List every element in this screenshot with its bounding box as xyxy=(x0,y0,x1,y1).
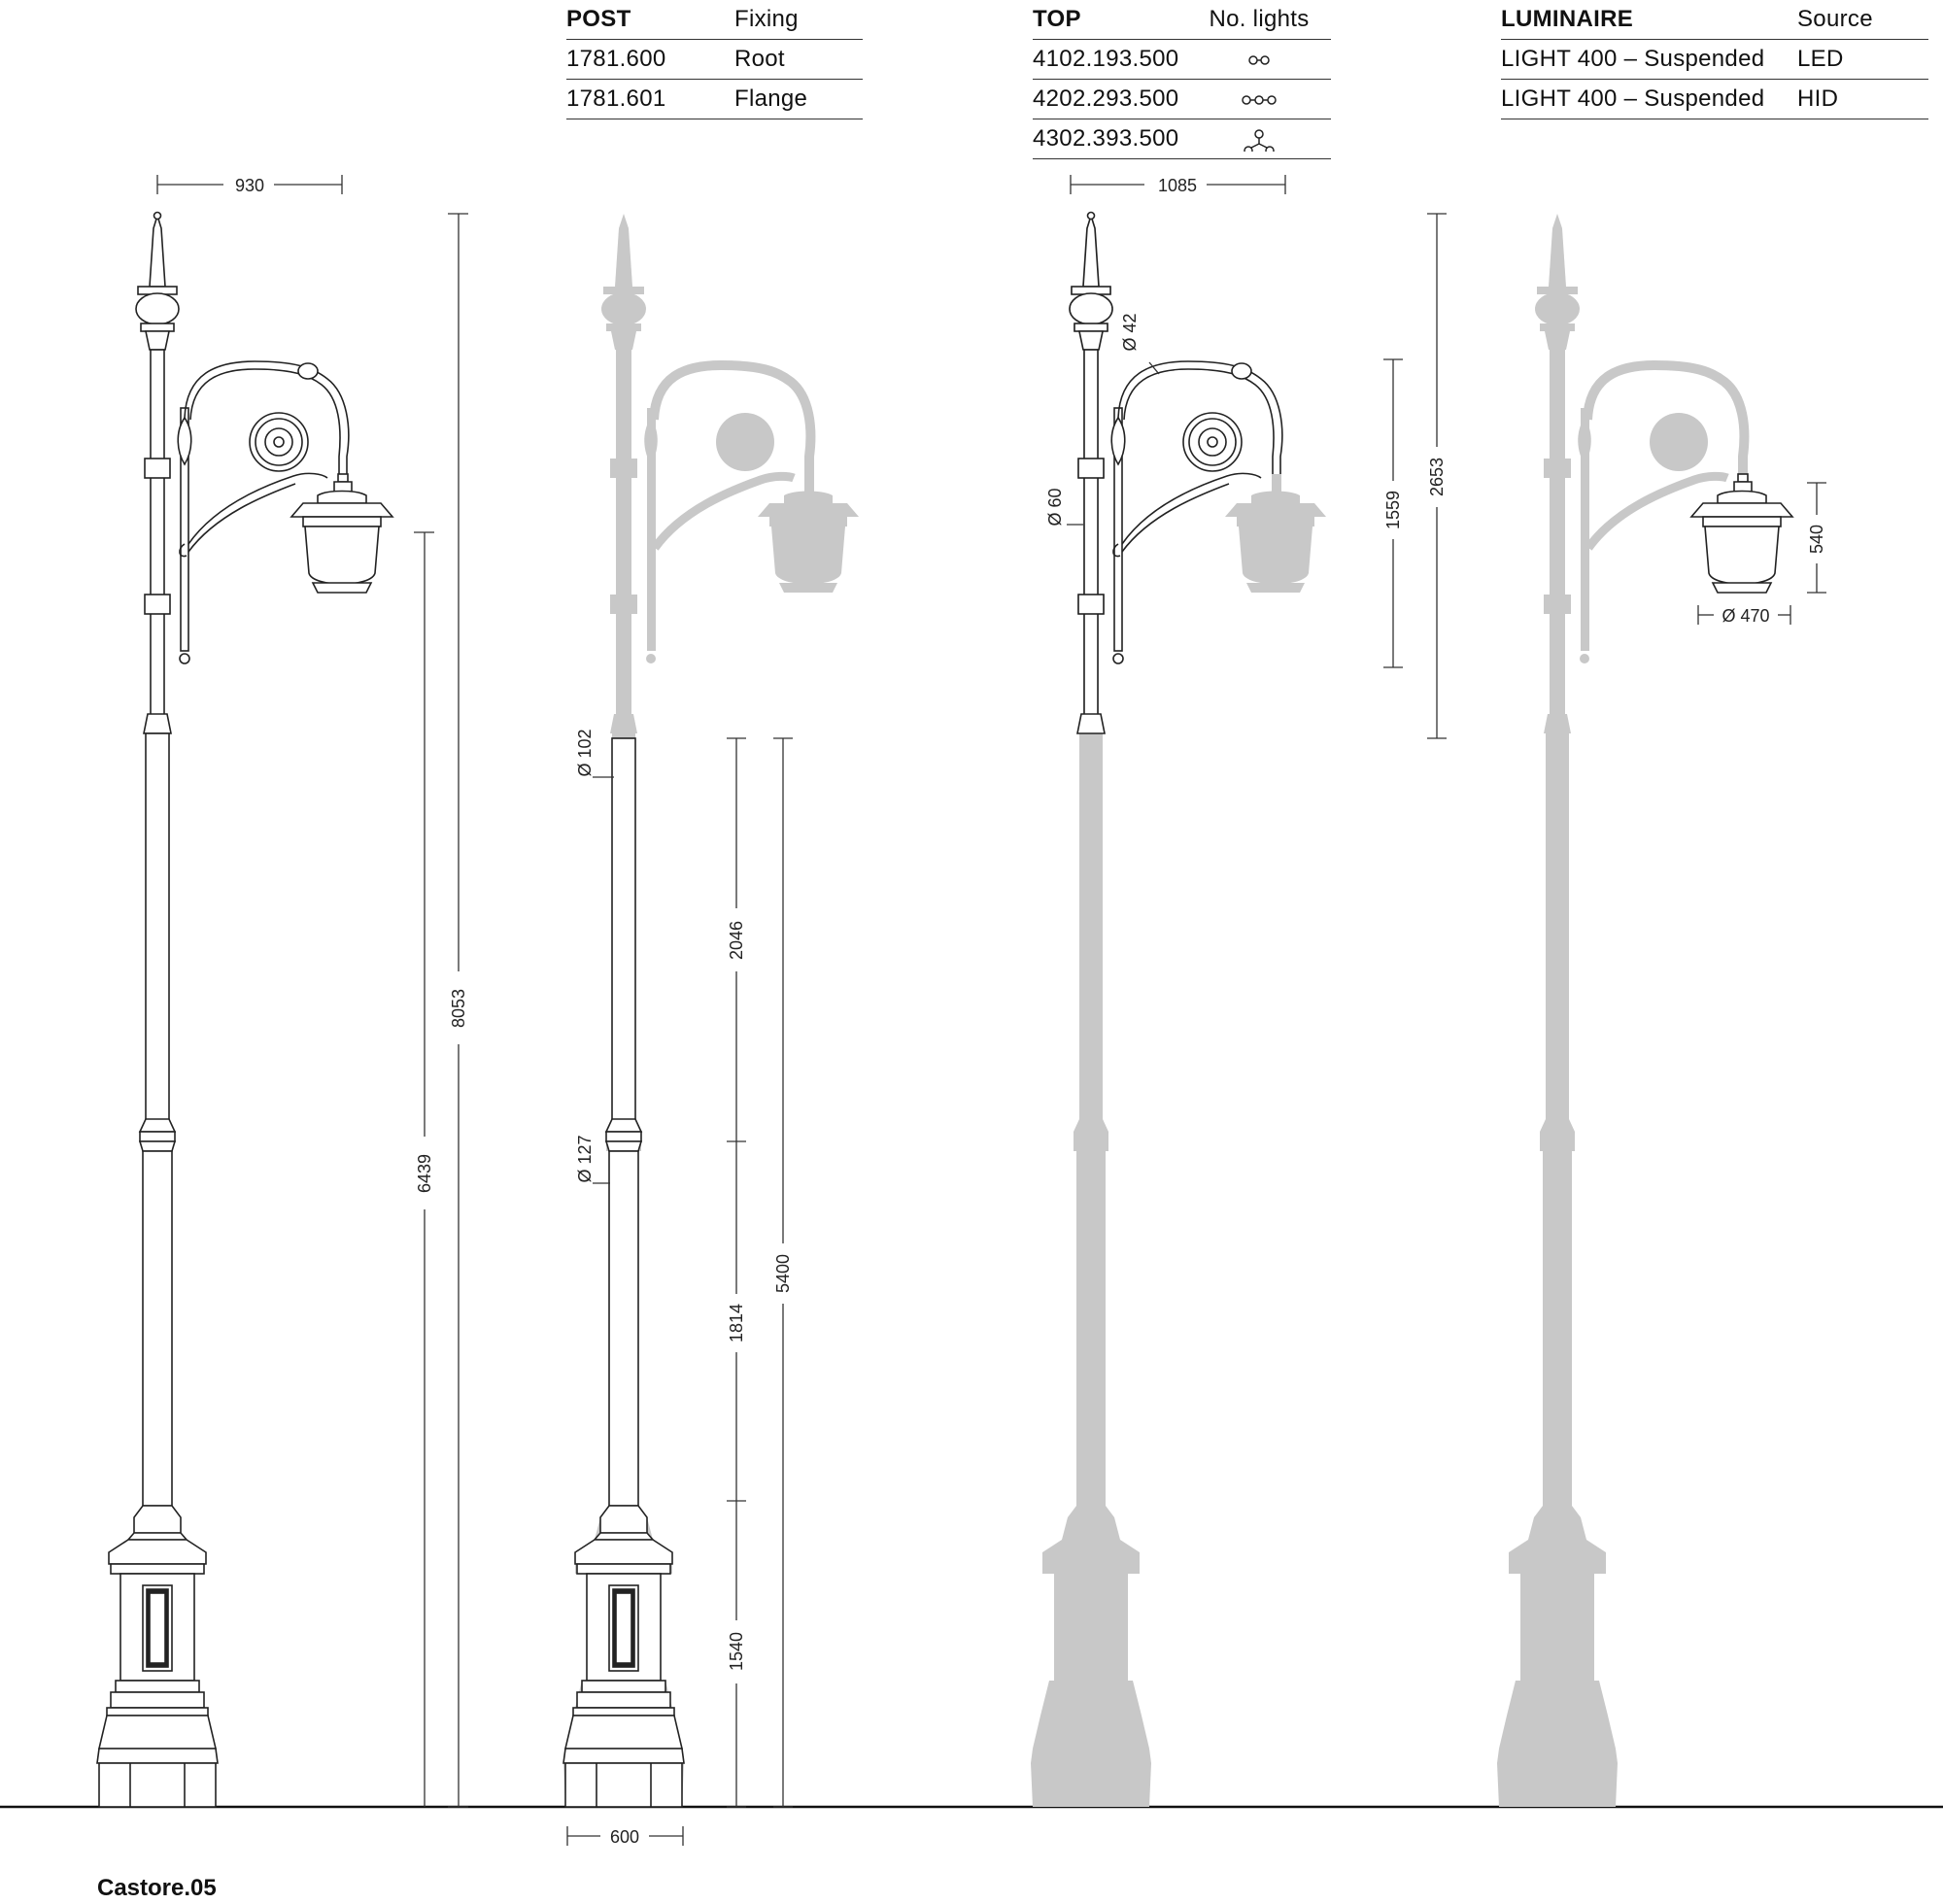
dim-top-tube-dia: Ø 60 xyxy=(1045,488,1065,527)
top-code: 4102.193.500 xyxy=(1033,46,1179,72)
luminaire-heading: LUMINAIRE xyxy=(1501,6,1634,32)
top-heading: TOP xyxy=(1033,6,1081,32)
dim-seg-lower: 1540 xyxy=(727,1631,746,1672)
top-drawing xyxy=(1031,213,1326,1808)
post-fixing: Flange xyxy=(734,85,808,112)
dim-top-arm-height: 1559 xyxy=(1383,490,1403,530)
dim-post-height: 5400 xyxy=(773,1253,793,1294)
luminaire-source: HID xyxy=(1797,85,1839,112)
dim-shaft-bottom-dia: Ø 127 xyxy=(575,1135,595,1183)
dim-seg-upper: 2046 xyxy=(727,920,746,961)
dim-arm-tube-dia: Ø 42 xyxy=(1120,313,1140,352)
post-heading: POST xyxy=(566,6,631,32)
luminaire-source: LED xyxy=(1797,46,1844,72)
product-name: Castore.05 xyxy=(97,1875,217,1901)
post-code: 1781.601 xyxy=(566,85,666,112)
top-code: 4302.393.500 xyxy=(1033,125,1179,152)
dim-base-width: 600 xyxy=(609,1827,640,1847)
post-fixing: Root xyxy=(734,46,785,72)
luminaire-drawing xyxy=(1497,214,1792,1807)
dim-top-height: 2653 xyxy=(1427,457,1447,497)
dim-light-height: 6439 xyxy=(415,1153,434,1194)
top-column-label: No. lights xyxy=(1209,6,1310,32)
top-code: 4202.293.500 xyxy=(1033,85,1179,112)
luminaire-name: LIGHT 400 – Suspended xyxy=(1501,46,1765,72)
dim-seg-middle: 1814 xyxy=(727,1303,746,1343)
dim-total-height: 8053 xyxy=(449,988,468,1029)
dim-lum-dia: Ø 470 xyxy=(1721,606,1770,626)
dim-lum-height: 540 xyxy=(1807,524,1826,555)
dim-shaft-top-dia: Ø 102 xyxy=(575,729,595,777)
post-code: 1781.600 xyxy=(566,46,666,72)
post-drawing xyxy=(563,214,859,1807)
luminaire-name: LIGHT 400 – Suspended xyxy=(1501,85,1765,112)
post-column-label: Fixing xyxy=(734,6,799,32)
dim-arm-width: 930 xyxy=(234,176,265,195)
luminaire-column-label: Source xyxy=(1797,6,1873,32)
dim-top-width: 1085 xyxy=(1157,176,1198,195)
full-post-drawing xyxy=(97,213,392,1808)
